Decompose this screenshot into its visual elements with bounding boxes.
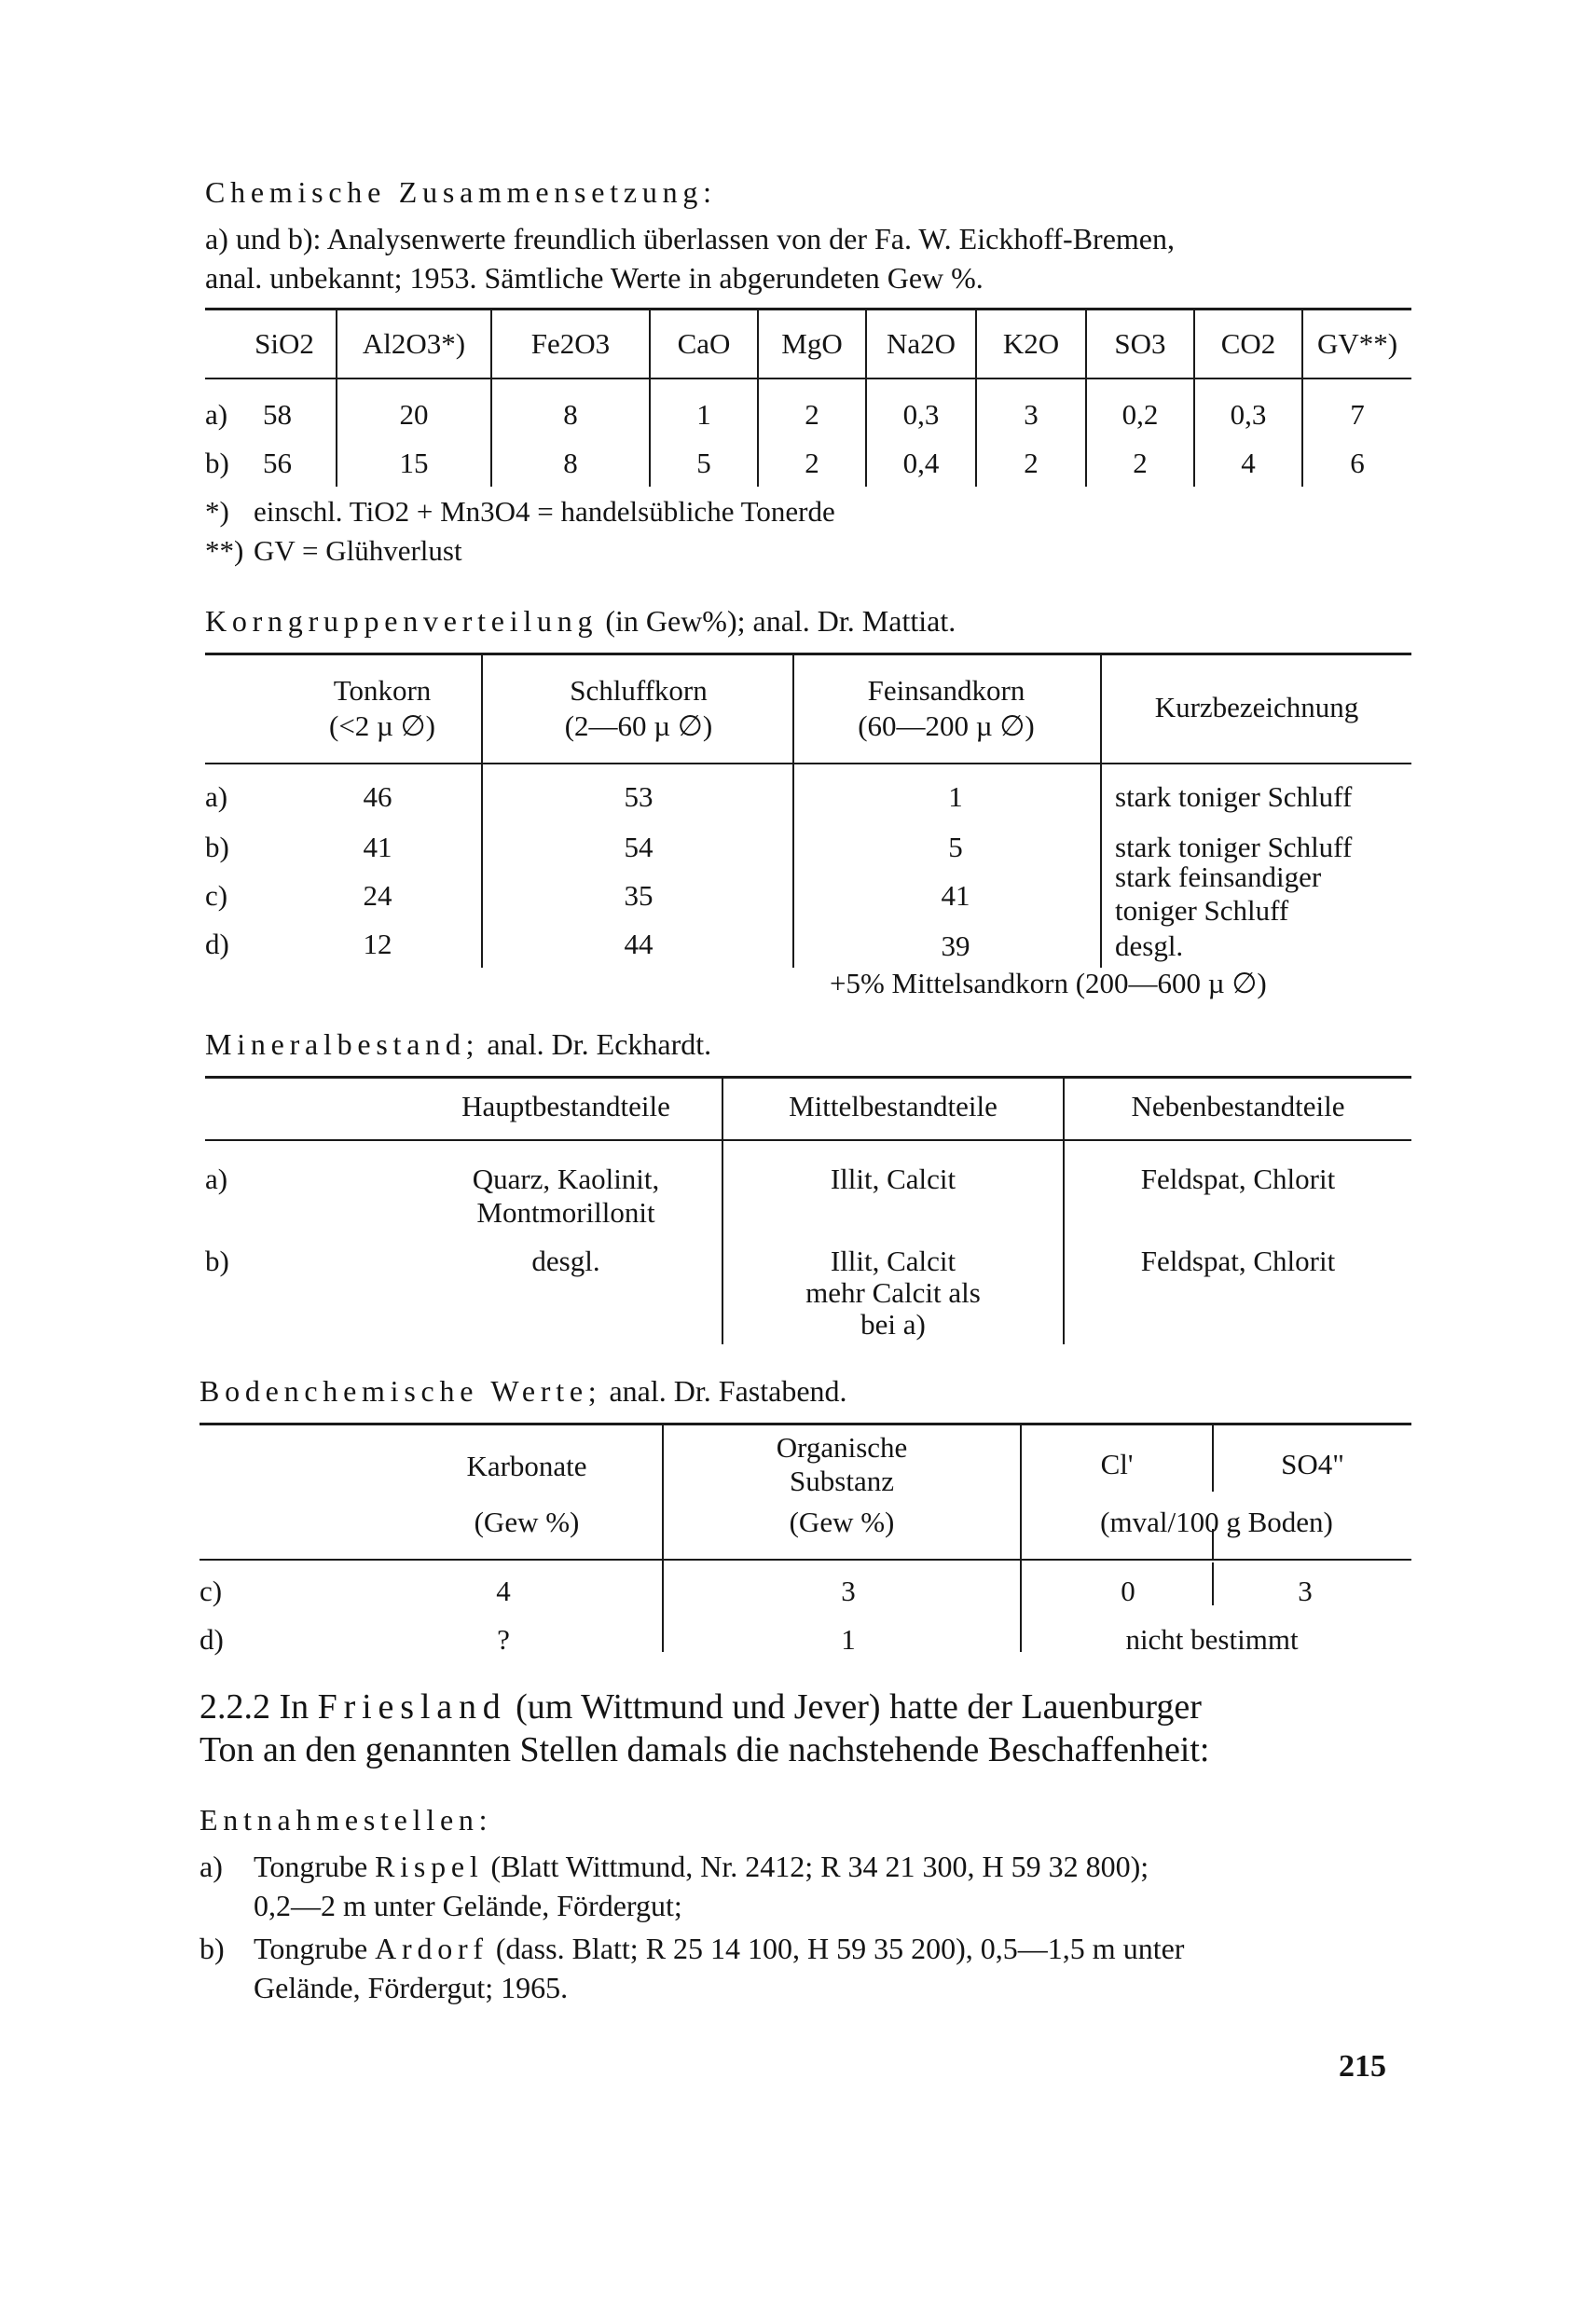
- chem-cell: 20: [399, 398, 429, 431]
- boden-cell-org: 3: [841, 1575, 856, 1607]
- mittelsandkorn-note: +5% Mittelsandkorn (200—600 µ ∅): [830, 967, 1267, 999]
- chem-table-header-rule: [205, 378, 1411, 379]
- chem-cell: 1: [696, 398, 711, 431]
- chem-header-gv: GV**): [1316, 327, 1398, 360]
- page-number: 215: [1339, 2049, 1386, 2084]
- boden-col-sep-ion-row: [1212, 1562, 1214, 1605]
- entnahme-a-place: Rispel: [375, 1850, 484, 1883]
- boden-cell-org: 1: [841, 1623, 856, 1656]
- boden-header-substanz: Substanz: [790, 1465, 894, 1497]
- chem-cell: 0,4: [902, 447, 940, 479]
- korn-row-label: d): [205, 928, 229, 960]
- mineral-cell-haupt-line2: Montmorillonit: [476, 1196, 655, 1229]
- heading-number: 2.2.2 In: [200, 1687, 310, 1727]
- korn-cell-fein: 5: [948, 831, 963, 863]
- section-title-bodenchemische-werte: [200, 1372, 847, 1410]
- entnahme-b-line2: Gelände, Fördergut; 1965.: [254, 1971, 569, 2004]
- footnote-mark: *): [205, 495, 229, 528]
- korn-cell-fein: 39: [941, 929, 970, 962]
- title-rest-part: (in Gew%); anal. Dr. Mattiat.: [605, 604, 956, 638]
- chem-cell: 0,3: [902, 398, 940, 431]
- boden-cell-cl: 0: [1121, 1575, 1135, 1607]
- korn-header-schluffkorn: Schluffkorn: [570, 674, 708, 707]
- chem-cell: 2: [1024, 447, 1039, 479]
- boden-header-cl: Cl': [1100, 1448, 1134, 1480]
- footnote-gv: GV = Glühverlust: [254, 534, 462, 567]
- chem-header-k2o: K2O: [1002, 327, 1060, 360]
- korn-cell-kurz: stark toniger Schluff: [1115, 831, 1353, 863]
- chem-cell: 0,3: [1230, 398, 1267, 431]
- boden-cell-ion: nicht bestimmt: [1125, 1623, 1299, 1656]
- chem-cell: 0,2: [1121, 398, 1159, 431]
- chem-cell: 2: [805, 398, 819, 431]
- mineral-header-neben: Nebenbestandteile: [1131, 1090, 1345, 1122]
- korn-cell-schluff: 54: [624, 831, 654, 863]
- korn-header-feinsandkorn-range: (60—200 µ ∅): [858, 709, 1035, 742]
- chem-cell: 58: [263, 398, 292, 431]
- korn-header-feinsandkorn: Feinsandkorn: [867, 674, 1025, 707]
- chem-header-so3: SO3: [1114, 327, 1166, 360]
- chem-header-sio2: SiO2: [255, 327, 314, 360]
- chem-row-label: b): [205, 447, 229, 479]
- mineral-cell-haupt-line1: Quarz, Kaolinit,: [472, 1163, 660, 1195]
- chem-header-al2o3: Al2O3*): [362, 327, 466, 360]
- mineral-cell-mittel-line3: bei a): [860, 1308, 926, 1341]
- korn-row-label: b): [205, 831, 229, 863]
- section-title-mineralbestand: [205, 1025, 711, 1063]
- heading-rest: (um Wittmund und Jever) hatte der Lauenburger: [516, 1687, 1202, 1727]
- mineral-cell-mittel-line1: Illit, Calcit: [830, 1245, 956, 1277]
- korn-row-label: c): [205, 879, 228, 912]
- korn-cell-ton: 41: [363, 831, 392, 863]
- boden-header-karbonate: Karbonate: [466, 1450, 587, 1482]
- chem-cell: 8: [563, 398, 578, 431]
- title-rest-part: anal. Dr. Eckhardt.: [487, 1027, 712, 1061]
- chem-header-na2o: Na2O: [886, 327, 956, 360]
- korn-cell-fein: 41: [941, 879, 970, 912]
- title-spaced-part: Mineralbestand;: [205, 1027, 480, 1061]
- entnahme-b-pre: Tongrube: [254, 1932, 368, 1965]
- korn-cell-kurz: desgl.: [1115, 929, 1184, 962]
- entnahme-a-pre: Tongrube: [254, 1850, 368, 1883]
- chem-header-co2: CO2: [1220, 327, 1276, 360]
- section-heading-line2: Ton an den genannten Stellen damals die nachstehende Beschaffenheit:: [200, 1730, 1210, 1769]
- boden-table-top-rule: [200, 1423, 1411, 1425]
- mineral-cell-mittel-line2: mehr Calcit als: [805, 1276, 981, 1309]
- entnahme-a-label: a): [200, 1850, 223, 1883]
- entnahme-b-line1: [254, 1930, 1184, 1967]
- mineral-header-mittel: Mittelbestandteile: [789, 1090, 998, 1122]
- entnahme-a-rest: (Blatt Wittmund, Nr. 2412; R 34 21 300, H 59 32 800);: [490, 1850, 1149, 1883]
- korn-cell-schluff: 53: [624, 780, 654, 813]
- korn-cell-kurz: stark toniger Schluff: [1115, 780, 1353, 813]
- korn-cell-ton: 12: [363, 928, 392, 960]
- chem-cell: 7: [1350, 398, 1365, 431]
- mineral-table-top-rule: [205, 1076, 1411, 1079]
- boden-cell-karb: ?: [497, 1623, 510, 1656]
- chem-row-label: a): [205, 398, 228, 431]
- entnahme-a-line2: 0,2—2 m unter Gelände, Fördergut;: [254, 1889, 682, 1922]
- boden-table-header-rule: [200, 1559, 1411, 1561]
- entnahme-b-place: Ardorf: [375, 1932, 488, 1965]
- mineral-cell-neben: Feldspat, Chlorit: [1140, 1163, 1336, 1195]
- mineral-cell-mittel: Illit, Calcit: [830, 1163, 956, 1195]
- korn-cell-kurz-line2: toniger Schluff: [1115, 894, 1289, 927]
- chem-cell: 2: [1133, 447, 1148, 479]
- chem-header-mgo: MgO: [781, 327, 843, 360]
- chem-cell: 8: [563, 447, 578, 479]
- korn-table-top-rule: [205, 653, 1411, 655]
- mineral-row-label: a): [205, 1163, 228, 1195]
- chem-cell: 4: [1241, 447, 1256, 479]
- mineral-row-label: b): [205, 1245, 229, 1277]
- title-spaced-part: Korngruppenverteilung: [205, 604, 598, 638]
- korn-header-tonkorn-range: (<2 µ ∅): [329, 709, 435, 742]
- boden-cell-so4: 3: [1298, 1575, 1313, 1607]
- footnote-tonerde: einschl. TiO2 + Mn3O4 = handelsübliche Tonerde: [254, 495, 835, 528]
- korn-cell-schluff: 35: [624, 879, 654, 912]
- chem-cell: 6: [1350, 447, 1365, 479]
- boden-unit-ion: (mval/100 g Boden): [1100, 1506, 1333, 1538]
- mineral-cell-haupt: desgl.: [531, 1245, 600, 1277]
- chem-table-top-rule: [205, 308, 1411, 310]
- section-heading-2-2-2: [200, 1686, 1202, 1728]
- korn-cell-kurz-line1: stark feinsandiger: [1115, 860, 1322, 893]
- mineral-header-haupt: Hauptbestandteile: [461, 1090, 670, 1122]
- chem-header-fe2o3: Fe2O3: [530, 327, 611, 360]
- chem-cell: 15: [399, 447, 429, 479]
- boden-cell-karb: 4: [496, 1575, 511, 1607]
- entnahme-b-rest: (dass. Blatt; R 25 14 100, H 59 35 200), 0,5—1,5 m unter: [495, 1932, 1185, 1965]
- title-spaced-part: Bodenchemische Werte;: [200, 1374, 602, 1408]
- boden-row-label: d): [200, 1623, 224, 1656]
- korn-cell-ton: 46: [363, 780, 392, 813]
- chem-header-cao: CaO: [677, 327, 731, 360]
- korn-header-tonkorn: Tonkorn: [333, 674, 432, 707]
- analysis-note-line2: anal. unbekannt; 1953. Sämtliche Werte in abgerundeten Gew %.: [205, 261, 984, 295]
- korn-cell-schluff: 44: [624, 928, 654, 960]
- chem-cell: 56: [263, 447, 292, 479]
- entnahme-b-label: b): [200, 1932, 225, 1965]
- entnahmestellen-label: Entnahmestellen:: [200, 1803, 493, 1837]
- boden-header-so4: SO4": [1281, 1448, 1344, 1480]
- section-title-korngruppenverteilung: [205, 602, 956, 640]
- chem-cell: 2: [805, 447, 819, 479]
- korn-row-label: a): [205, 780, 228, 813]
- title-rest-part: anal. Dr. Fastabend.: [609, 1374, 847, 1408]
- boden-row-label: c): [200, 1575, 223, 1607]
- section-title-chemische-zusammensetzung: Chemische Zusammensetzung:: [205, 175, 717, 209]
- chem-cell: 3: [1024, 398, 1039, 431]
- heading-place: Friesland: [317, 1687, 507, 1727]
- korn-header-schluffkorn-range: (2—60 µ ∅): [564, 709, 713, 742]
- analysis-note-line1: a) und b): Analysenwerte freundlich überlassen von der Fa. W. Eickhoff-Bremen,: [205, 222, 1175, 255]
- mineral-table-header-rule: [205, 1139, 1411, 1141]
- korn-cell-ton: 24: [363, 879, 392, 912]
- chem-cell: 5: [696, 447, 711, 479]
- korn-table-header-rule: [205, 763, 1411, 764]
- footnote-mark: **): [205, 534, 244, 567]
- entnahme-a-line1: [254, 1848, 1149, 1885]
- boden-unit-organische: (Gew %): [789, 1506, 895, 1538]
- korn-header-kurzbezeichnung: Kurzbezeichnung: [1154, 691, 1359, 723]
- boden-header-organische: Organische: [776, 1431, 908, 1464]
- boden-unit-karbonate: (Gew %): [474, 1506, 580, 1538]
- korn-cell-fein: 1: [948, 780, 963, 813]
- mineral-cell-neben: Feldspat, Chlorit: [1140, 1245, 1336, 1277]
